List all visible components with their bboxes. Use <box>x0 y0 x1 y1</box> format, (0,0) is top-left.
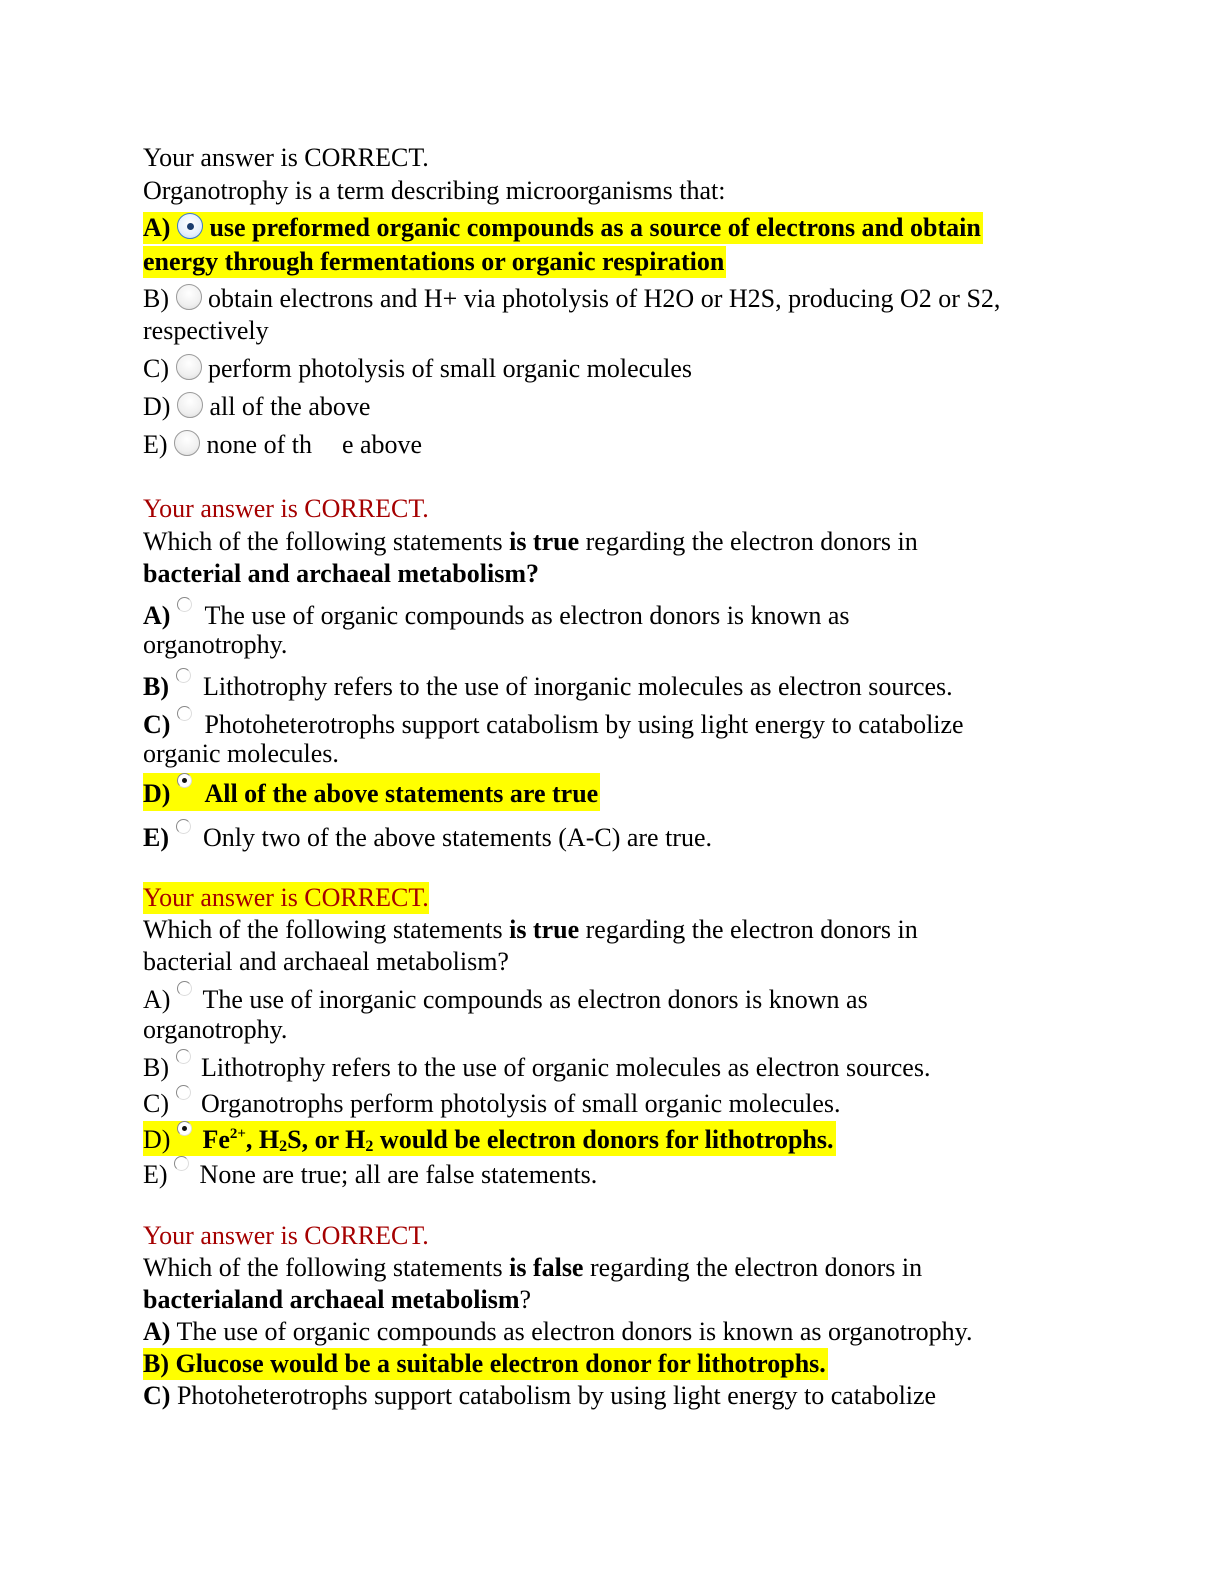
q1-option-b-continued: respectively <box>143 316 269 345</box>
option-letter: E) <box>143 823 169 852</box>
radio-icon[interactable] <box>174 430 200 456</box>
q1-option-d[interactable] <box>143 391 370 423</box>
radio-icon[interactable] <box>177 706 192 721</box>
radio-icon[interactable] <box>176 668 191 683</box>
q1-option-a-continued: energy through fermentations or organic respiration <box>143 247 725 276</box>
option-letter: C) <box>143 354 169 383</box>
formula-charge: 2+ <box>229 1126 246 1142</box>
q2-option-c[interactable] <box>143 706 964 741</box>
radio-icon[interactable] <box>176 1049 191 1064</box>
q3-option-d[interactable] <box>143 1121 836 1156</box>
q4-option-a[interactable] <box>143 1316 972 1348</box>
option-text: Photoheterotrophs support catabolism by using light energy to catabolize <box>170 1381 937 1410</box>
q2-option-a[interactable] <box>143 597 850 632</box>
radio-icon[interactable] <box>177 981 192 996</box>
question-text: Which of the following statements <box>143 527 510 556</box>
formula-fe: Fe <box>202 1125 230 1154</box>
option-text: The use of inorganic compounds as electron donors is known as <box>202 985 868 1014</box>
q1-question: Organotrophy is a term describing microorganisms that: <box>143 176 726 205</box>
q2-option-d[interactable] <box>143 773 600 811</box>
radio-selected-icon[interactable] <box>177 213 203 239</box>
option-letter: B) <box>143 672 169 701</box>
option-text: none of th <box>206 430 312 459</box>
question-text: Which of the following statements <box>143 915 510 944</box>
option-text: perform photolysis of small organic molecules <box>208 354 693 383</box>
q3-option-a-continued: organotrophy. <box>143 1015 288 1044</box>
radio-icon[interactable] <box>176 819 191 834</box>
q1-option-e[interactable] <box>143 429 422 461</box>
question-emphasis: is false <box>509 1253 584 1282</box>
option-text: Lithotrophy refers to the use of inorganic molecules as electron sources. <box>203 672 953 701</box>
q3-option-e[interactable] <box>143 1156 597 1191</box>
q2-option-a-continued: organotrophy. <box>143 630 288 659</box>
option-letter: A) <box>143 601 171 630</box>
radio-selected-icon[interactable] <box>177 773 192 788</box>
option-text: The use of organic compounds as electron donors is known as organotrophy. <box>170 1317 973 1346</box>
formula-text: would be electron donors for lithotrophs. <box>373 1125 834 1154</box>
option-text: Lithotrophy refers to the use of organic molecules as electron sources. <box>201 1053 931 1082</box>
question-text: Which of the following statements <box>143 1253 510 1282</box>
q2-question-continued: bacterial and archaeal metabolism? <box>143 559 539 588</box>
q3-question-continued: bacterial and archaeal metabolism? <box>143 947 509 976</box>
q2-option-b[interactable] <box>143 668 953 703</box>
option-text: Organotrophs perform photolysis of small organic molecules. <box>201 1089 841 1118</box>
option-letter: B) <box>143 284 169 313</box>
option-letter: E) <box>143 430 168 459</box>
option-letter: C) <box>143 1381 171 1410</box>
option-text: Only two of the above statements (A-C) are true. <box>203 823 713 852</box>
q4-option-c[interactable] <box>143 1380 936 1412</box>
q3-status: Your answer is CORRECT. <box>143 883 429 912</box>
q3-option-c[interactable] <box>143 1085 841 1120</box>
option-text <box>202 1125 833 1154</box>
question-emphasis: is true <box>509 527 580 556</box>
q2-status: Your answer is CORRECT. <box>143 494 429 523</box>
question-text: regarding the electron donors in <box>583 1253 923 1282</box>
radio-icon[interactable] <box>176 354 202 380</box>
option-text: e above <box>341 430 423 459</box>
question-text: ? <box>519 1285 532 1314</box>
question-emphasis: is true <box>509 915 580 944</box>
option-text: use preformed organic compounds as a source of electrons and obtain <box>209 213 981 242</box>
option-letter: C) <box>143 710 171 739</box>
option-text: all of the above <box>209 392 371 421</box>
q1-status: Your answer is CORRECT. <box>143 143 429 172</box>
option-letter: C) <box>143 1089 169 1118</box>
q1-option-a[interactable] <box>143 212 983 244</box>
radio-icon[interactable] <box>176 1085 191 1100</box>
q2-option-c-continued: organic molecules. <box>143 739 339 768</box>
formula-text: S, or H <box>287 1125 366 1154</box>
radio-icon[interactable] <box>177 392 203 418</box>
formula-text: , H <box>245 1125 280 1154</box>
q4-option-b[interactable]: B) Glucose would be a suitable electron donor for lithotrophs. <box>143 1349 826 1378</box>
question-text: regarding the electron donors in <box>579 527 918 556</box>
option-text: The use of organic compounds as electron donors is known as <box>204 601 850 630</box>
radio-selected-icon[interactable] <box>177 1121 192 1136</box>
option-text: None are true; all are false statements. <box>199 1160 598 1189</box>
option-text: Photoheterotrophs support catabolism by using light energy to catabolize <box>204 710 964 739</box>
q4-question <box>143 1252 922 1284</box>
formula-subscript: 2 <box>279 1138 288 1155</box>
option-letter: B) <box>143 1053 169 1082</box>
option-letter: D) <box>143 392 171 421</box>
q4-question-continued <box>143 1284 531 1316</box>
option-letter: D) <box>143 1125 171 1154</box>
q3-option-a[interactable] <box>143 981 868 1016</box>
q3-option-b[interactable] <box>143 1049 930 1084</box>
q2-question <box>143 526 918 558</box>
radio-icon[interactable] <box>174 1156 189 1171</box>
formula-subscript: 2 <box>365 1138 374 1155</box>
q4-status: Your answer is CORRECT. <box>143 1221 429 1250</box>
question-emphasis: bacterialand archaeal metabolism <box>143 1285 520 1314</box>
q3-question <box>143 914 918 946</box>
radio-icon[interactable] <box>176 284 202 310</box>
option-letter: D) <box>143 779 171 808</box>
option-letter: A) <box>143 213 171 242</box>
radio-icon[interactable] <box>177 597 192 612</box>
question-text: regarding the electron donors in <box>579 915 918 944</box>
q1-option-b[interactable] <box>143 283 1000 315</box>
option-text: All of the above statements are true <box>204 779 599 808</box>
option-letter: E) <box>143 1160 168 1189</box>
option-text: obtain electrons and H+ via photolysis of H2O or H2S, producing O2 or S2, <box>208 284 1001 313</box>
option-letter: A) <box>143 1317 171 1346</box>
q2-option-e[interactable] <box>143 819 712 854</box>
option-letter: A) <box>143 985 171 1014</box>
q1-option-c[interactable] <box>143 353 692 385</box>
